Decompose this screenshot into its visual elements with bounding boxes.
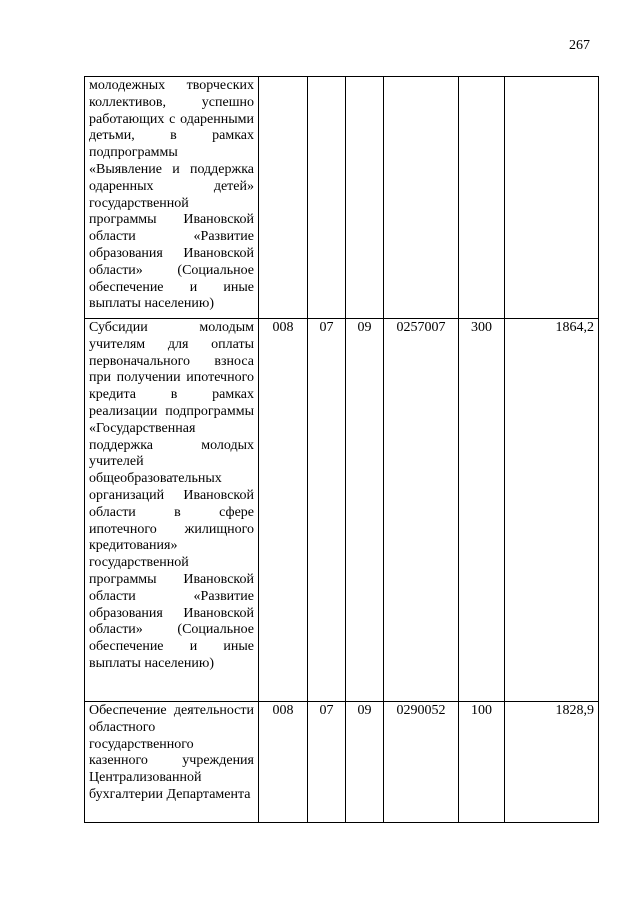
subsection-code-cell: 09 [346,702,384,823]
table-row [85,702,599,823]
row-description: Субсидии молодым учителям для оплаты первоначального взноса при получении ипотечного кредита в рамках реализации подпрограммы «Государственная поддержка молодых учителей общеобразовательных организаций Ивановской области в сфере ипотечного жилищного кредитования» государственной программы Ивановской области «Развитие образования Ивановской области» (Социальное обеспечение и иные выплаты населению) [85,319,259,702]
amount-cell: 1828,9 [505,702,599,823]
subsection-code-cell: 09 [346,319,384,702]
expense-type-cell: 100 [459,702,505,823]
section-code-cell: 07 [308,702,346,823]
page-number: 267 [569,38,590,53]
row-description: Обеспечение деятельности областного государственного казенного учреждения Централизованной бухгалтерии Департамента [85,702,259,823]
ministry-code-cell [259,77,308,319]
section-code-cell [308,77,346,319]
target-article-cell [384,77,459,319]
table-row [85,319,599,702]
section-code-cell: 07 [308,319,346,702]
subsection-code-cell [346,77,384,319]
target-article-cell: 0290052 [384,702,459,823]
ministry-code-cell: 008 [259,702,308,823]
row-description: молодежных творческих коллективов, успешно работающих с одаренными детьми, в рамках подпрограммы «Выявление и поддержка одаренных детей» государственной программы Ивановской области «Развитие образования Ивановской области» (Социальное обеспечение и иные выплаты населению) [85,77,259,319]
amount-cell: 1864,2 [505,319,599,702]
table-row [85,77,599,319]
budget-table [84,76,599,823]
amount-cell [505,77,599,319]
expense-type-cell [459,77,505,319]
target-article-cell: 0257007 [384,319,459,702]
expense-type-cell: 300 [459,319,505,702]
ministry-code-cell: 008 [259,319,308,702]
